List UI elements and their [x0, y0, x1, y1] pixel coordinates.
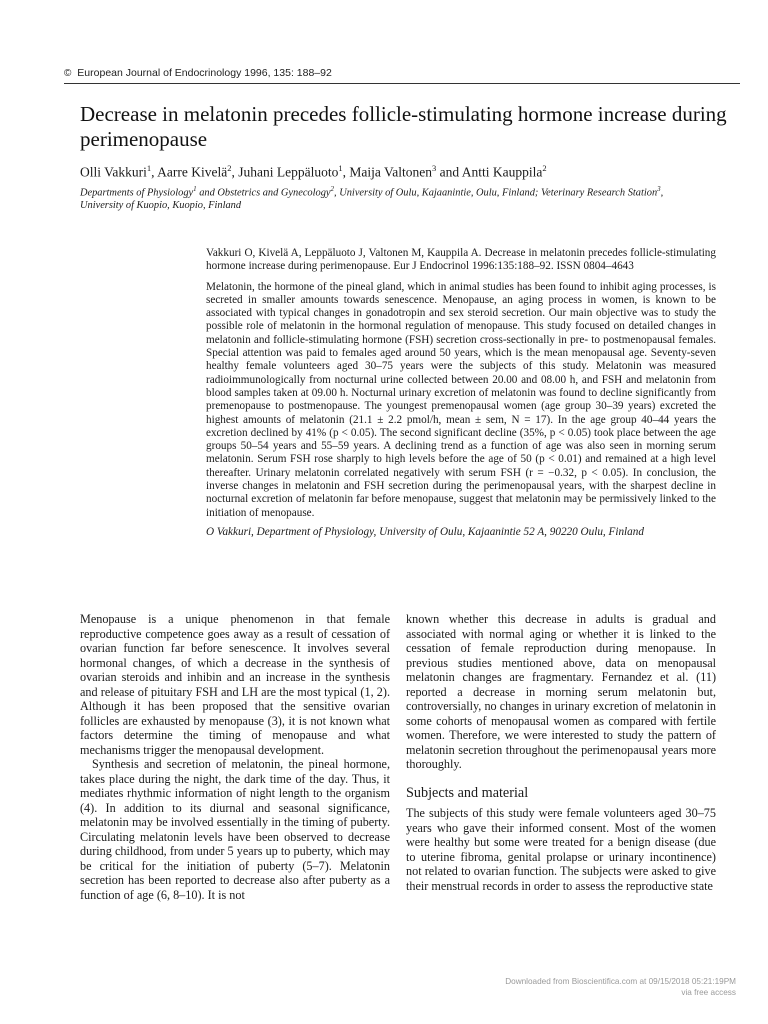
journal-citation-line: European Journal of Endocrinology 1996, 135: 188–92 — [77, 67, 332, 79]
body-paragraph: Menopause is a unique phenomenon in that female reproductive competence goes away as a result of cessation of ovarian function far before senescence. It involves several hormonal changes, of which a decrease in the synthesis of ovarian steroids and inhibin and an increase in the synthesis and release of pituitary FSH and LH are the most typical (1, 2). Although it has been proposed that the sensitive ovarian follicles are exhausted by menopause (3), it is not known what factors determine the timing of menopause and what mechanisms trigger the menopausal development. — [80, 612, 390, 757]
article-title: Decrease in melatonin precedes follicle-stimulating hormone increase during perimenopause — [80, 102, 727, 151]
author-affiliation-sup: 1 — [146, 163, 152, 173]
author-affiliation-sup: 2 — [227, 163, 232, 173]
author-separator: , — [342, 164, 350, 180]
section-heading: Subjects and material — [406, 784, 529, 801]
correspondence-address: O Vakkuri, Department of Physiology, University of Oulu, Kajaanintie 52 A, 90220 Oulu, Finland — [206, 525, 644, 538]
download-footer — [505, 977, 736, 998]
download-stamp: Downloaded from Bioscientifica.com at 09/15/2018 05:21:19PM — [505, 977, 736, 986]
affiliation-sup: 2 — [330, 185, 335, 193]
body-column-left — [80, 612, 390, 902]
running-header — [64, 67, 740, 79]
header-rule — [64, 83, 740, 84]
affiliation-sup: 3 — [657, 185, 661, 193]
body-paragraph: known whether this decrease in adults is gradual and associated with normal aging or whether it is linked to the cessation of female reproduction during menopause. In previous studies mentioned above, data on menopausal melatonin changes are fragmentary. Fernandez et al. (11) reported a decrease in morning serum melatonin but, controversially, no changes in urinary excretion of melatonin in some cohorts of menopausal women as compared with fertile women. Therefore, we were interested to study the pattern of melatonin secretion throughout the perimenopausal years more thoroughly. — [406, 612, 716, 771]
affiliations — [80, 183, 680, 212]
abstract-citation: Vakkuri O, Kivelä A, Leppäluoto J, Valtonen M, Kauppila A. Decrease in melatonin precedes follicle-stimulating hormone increase during perimenopause. Eur J Endocrinol 1996:135:188–92. ISSN 0804–4643 — [206, 247, 716, 273]
author-list — [80, 160, 740, 181]
abstract-body: Melatonin, the hormone of the pineal gland, which in animal studies has been found to inhibit aging processes, is secreted in smaller amounts towards senescence. Menopause, an aging process in women, is known to be associated with typical changes in gonadotropin and sex steroid secretion. Our main objective was to study the possible role of melatonin in the hormonal regulation of menopause. This study focused on detailed changes in melatonin and follicle-stimulating hormone (FSH) secretion cross-sectionally in pre- to postmenopausal females. Special attention was paid to females aged around 50 years, which is the mean menopausal age. Seventy-seven healthy female volunteers aged 30–75 years were the subjects of this study. Melatonin was measured radioimmunologically from nocturnal urine collected between 20.00 and 08.00 h, and FSH and melatonin from blood samples taken at 09.00 h. Nocturnal urinary excretion of melatonin was found to decline significantly from premenopause to postmenopause. The youngest premenopausal women (age group 30–39 years) excreted the highest amounts of melatonin (21.1 ± 2.2 pmol/h, mean ± sem, N = 17). In the age group 40–44 years the excretion declined by 41% (p < 0.05). The second significant decline (35%, p < 0.05) took place between the age groups 50–54 years and 55–59 years. A declining trend as a function of age was also seen in morning serum melatonin. Serum FSH rose sharply to high levels before the age of 50 (p < 0.01) and remained at a high level thereafter. Urinary melatonin correlated negatively with serum FSH (r = −0.32, p < 0.05). In conclusion, the inverse changes in melatonin and FSH secretion during the perimenopausal years, with the sharpest decline in nocturnal excretion of melatonin far before menopause, suggest that melatonin may be permissively linked to the initiation of menopause. — [206, 280, 716, 519]
copyright-icon: © — [64, 68, 72, 79]
author-name: Olli Vakkuri — [80, 164, 147, 180]
author-name: Maija Valtonen — [349, 164, 432, 180]
body-column-right — [406, 612, 716, 893]
abstract-block — [206, 247, 716, 545]
affiliation-part: , University of Oulu, Kajaanintie, Oulu, Finland; Veterinary Research Station — [334, 187, 658, 199]
affiliation-sup: 1 — [193, 185, 197, 193]
author-affiliation-sup: 2 — [542, 163, 547, 173]
author-separator: and — [436, 164, 462, 180]
author-name: Juhani Leppäluoto — [238, 164, 339, 180]
affiliation-part: , University of Kuopio, Kuopio, Finland — [80, 187, 664, 212]
access-note: via free access — [681, 987, 736, 997]
author-affiliation-sup: 1 — [338, 163, 343, 173]
body-paragraph: The subjects of this study were female volunteers aged 30–75 years who gave their informed consent. Most of the women were healthy but some were treated for a benign disease (due to uterine fibroma, genital prolapse or urinary incontinence) not related to ovarian function. The subjects were asked to give their menstrual records in order to assess the reproductive state — [406, 806, 716, 893]
affiliation-part: Departments of Physiology — [80, 187, 194, 199]
affiliation-part: and Obstetrics and Gynecology — [196, 187, 331, 199]
author-name: Antti Kauppila — [461, 164, 543, 180]
body-paragraph: Synthesis and secretion of melatonin, the pineal hormone, takes place during the night, the dark time of the day. Thus, it mediates rhythmic information of night length to the organism (4). In addition to its diurnal and seasonal significance, melatonin may be involved essentially in the timing of puberty. Circulating melatonin levels have been observed to decrease during childhood, from under 5 years up to puberty, which may be critical for the initiation of puberty (5–7). Melatonin secretion has been reported to decrease also after puberty as a function of age (6, 8–10). It is not — [80, 757, 390, 902]
author-separator: , — [231, 164, 239, 180]
author-affiliation-sup: 3 — [431, 163, 437, 173]
author-name: Aarre Kivelä — [157, 164, 228, 180]
author-separator: , — [151, 164, 158, 180]
